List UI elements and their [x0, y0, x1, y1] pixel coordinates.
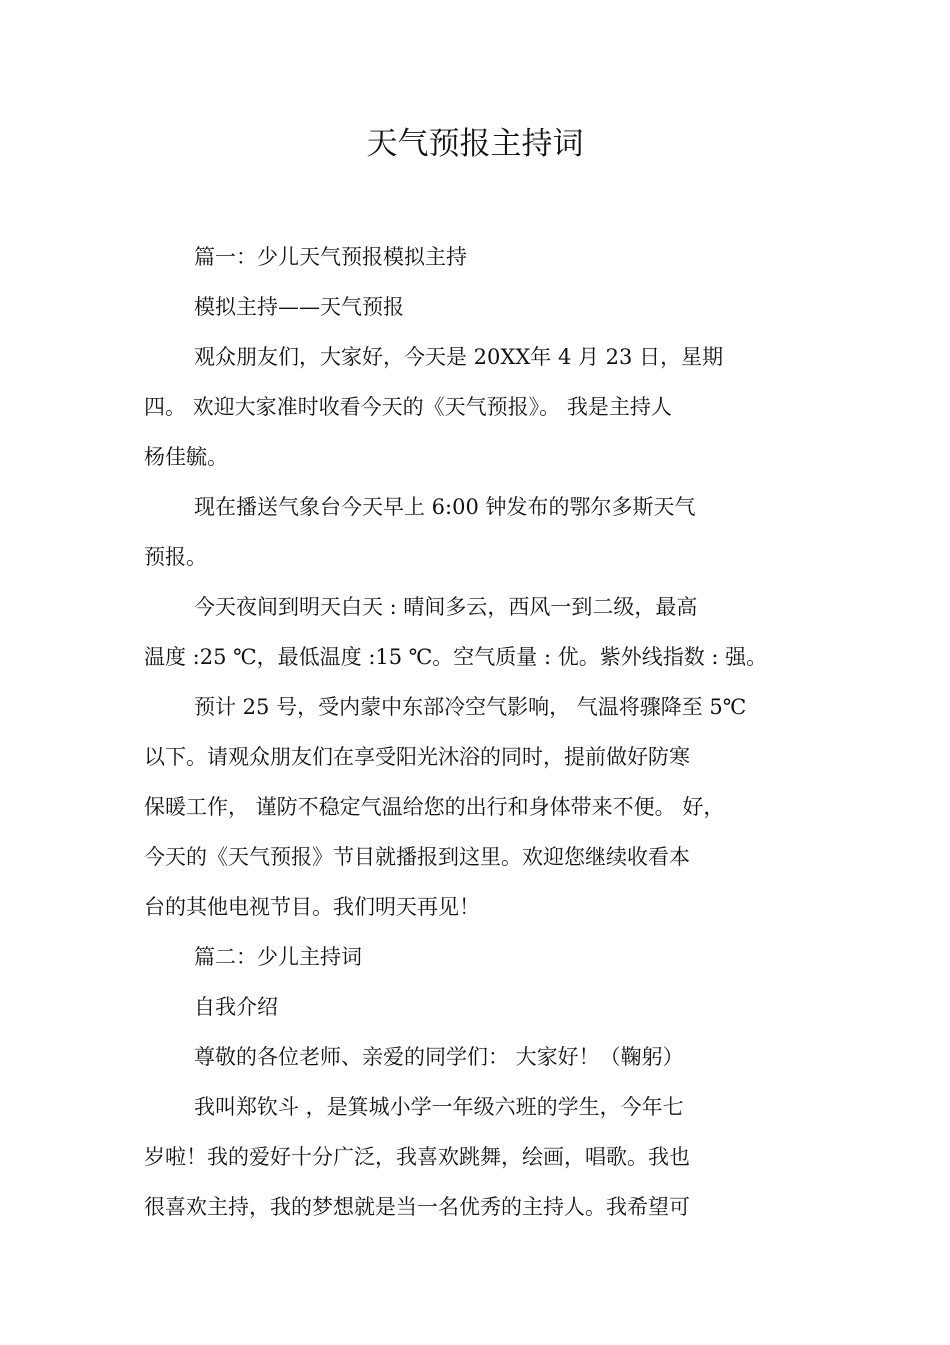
text-line: 我叫郑钦斗 ，是箕城小学一年级六班的学生，今年七	[194, 1095, 684, 1119]
text-line: 很喜欢主持，我的梦想就是当一名优秀的主持人。我希望可	[144, 1195, 690, 1219]
text-line: 保暖工作， 谨防不稳定气温给您的出行和身体带来不便。 好，	[144, 795, 725, 819]
text-line: 温度 :25 ℃，最低温度 :15 ℃。空气质量 : 优。紫外线指数 : 强。	[144, 645, 768, 669]
text-line: 模拟主持——天气预报	[194, 295, 404, 319]
text-line: 岁啦！我的爱好十分广泛，我喜欢跳舞，绘画，唱歌。我也	[144, 1145, 690, 1169]
text-line: 自我介绍	[194, 995, 278, 1019]
text-line: 今天的《天气预报》节目就播报到这里。欢迎您继续收看本	[144, 845, 690, 869]
text-line: 四。 欢迎大家准时收看今天的《天气预报》。 我是主持人	[144, 395, 672, 419]
document-body	[144, 236, 814, 1236]
text-line: 篇二：少儿主持词	[194, 945, 362, 969]
text-line: 预报。	[144, 545, 207, 569]
text-line: 以下。请观众朋友们在享受阳光沐浴的同时，提前做好防寒	[144, 745, 690, 769]
text-line: 杨佳毓。	[144, 445, 228, 469]
text-line: 观众朋友们，大家好，今天是 20XX年 4 月 23 日，星期	[194, 345, 724, 369]
document-title: 天气预报主持词	[366, 126, 584, 162]
text-line: 篇一：少儿天气预报模拟主持	[194, 245, 467, 269]
text-line: 今天夜间到明天白天 : 晴间多云，西风一到二级，最高	[194, 595, 698, 619]
text-line: 尊敬的各位老师、亲爱的同学们： 大家好！（鞠躬）	[194, 1045, 684, 1069]
text-line: 现在播送气象台今天早上 6:00 钟发布的鄂尔多斯天气	[194, 495, 696, 519]
text-line: 台的其他电视节目。我们明天再见！	[144, 895, 480, 919]
text-line: 预计 25 号，受内蒙中东部冷空气影响， 气温将骤降至 5℃	[194, 695, 747, 719]
